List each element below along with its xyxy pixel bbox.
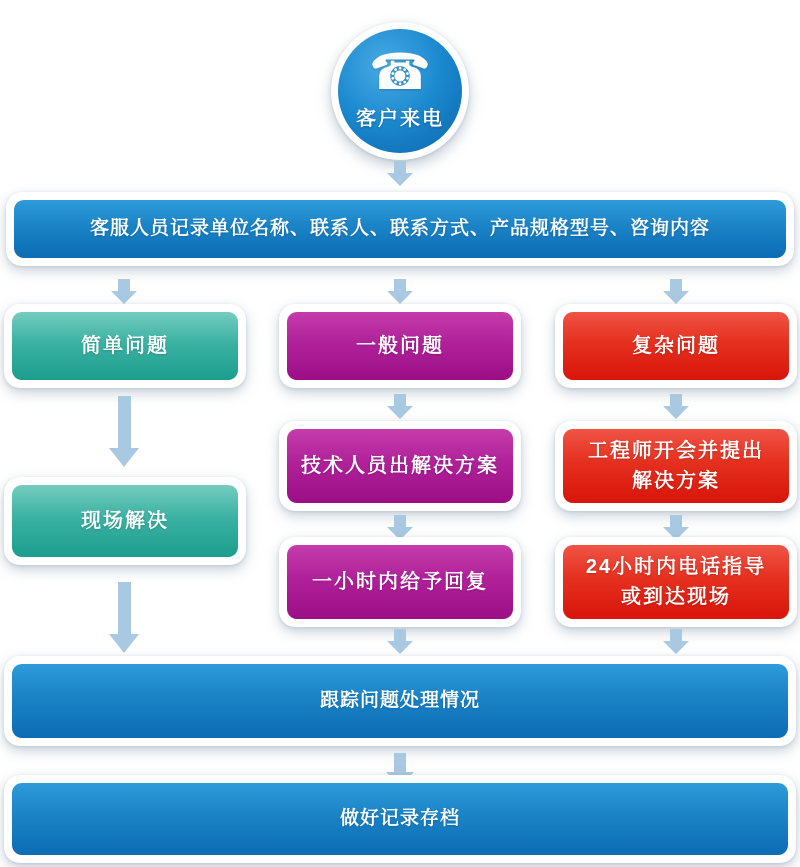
down-arrow bbox=[663, 279, 689, 304]
down-arrow bbox=[663, 394, 689, 419]
arrow-stem bbox=[118, 279, 130, 291]
archive-banner bbox=[4, 775, 796, 863]
arrow-head bbox=[111, 291, 137, 304]
arrow-stem bbox=[118, 582, 131, 634]
arrow-stem bbox=[394, 161, 406, 173]
general-problem-box bbox=[279, 304, 521, 388]
arrow-head bbox=[109, 634, 139, 653]
engineer-meeting-box bbox=[555, 421, 797, 511]
box-text-line: 现场解决 bbox=[81, 510, 169, 532]
box-text-line: 或到达现场 bbox=[621, 586, 731, 608]
phone-guidance-box bbox=[555, 537, 797, 627]
one-hour-reply-label bbox=[287, 545, 513, 619]
box-text-line: 简单问题 bbox=[81, 335, 169, 357]
arrow-stem bbox=[394, 515, 406, 527]
box-text-line: 复杂问题 bbox=[632, 335, 720, 357]
down-arrow bbox=[387, 279, 413, 304]
down-arrow bbox=[663, 629, 689, 654]
down-arrow bbox=[109, 396, 139, 467]
complex-problem-label bbox=[563, 312, 789, 380]
arrow-head bbox=[109, 448, 139, 467]
arrow-head bbox=[387, 173, 413, 186]
down-arrow bbox=[387, 161, 413, 186]
arrow-head bbox=[387, 641, 413, 654]
complex-problem-box bbox=[555, 304, 797, 388]
box-text-line: 24小时内电话指导 bbox=[585, 556, 767, 578]
track-banner-text: 跟踪问题处理情况 bbox=[12, 664, 788, 738]
arrow-stem bbox=[394, 394, 406, 406]
down-arrow bbox=[109, 582, 139, 653]
simple-problem-label bbox=[12, 312, 238, 380]
down-arrow bbox=[387, 629, 413, 654]
track-banner bbox=[4, 656, 796, 746]
general-problem-label bbox=[287, 312, 513, 380]
simple-problem-box bbox=[4, 304, 246, 388]
box-text-line: 一小时内给予回复 bbox=[312, 571, 488, 593]
onsite-solve-box bbox=[4, 477, 246, 565]
box-text-line: 工程师开会并提出 bbox=[588, 440, 764, 462]
customer-call-circle-face bbox=[338, 29, 462, 153]
box-text-line: 技术人员出解决方案 bbox=[301, 455, 499, 477]
arrow-head bbox=[663, 641, 689, 654]
arrow-stem bbox=[670, 394, 682, 406]
tech-solution-label bbox=[287, 429, 513, 503]
down-arrow bbox=[387, 394, 413, 419]
arrow-stem bbox=[394, 629, 406, 641]
archive-banner-text: 做好记录存档 bbox=[12, 783, 788, 855]
telephone-icon: ☎ bbox=[368, 44, 432, 100]
record-banner-text: 客服人员记录单位名称、联系人、联系方式、产品规格型号、咨询内容 bbox=[14, 200, 786, 258]
arrow-stem bbox=[670, 629, 682, 641]
arrow-head bbox=[387, 291, 413, 304]
arrow-stem bbox=[394, 279, 406, 291]
engineer-meeting-label bbox=[563, 429, 789, 503]
one-hour-reply-box bbox=[279, 537, 521, 627]
arrow-head bbox=[663, 291, 689, 304]
customer-call-circle bbox=[331, 22, 469, 160]
box-text-line: 一般问题 bbox=[356, 335, 444, 357]
arrow-stem bbox=[670, 279, 682, 291]
down-arrow bbox=[111, 279, 137, 304]
arrow-stem bbox=[670, 515, 682, 527]
arrow-stem bbox=[394, 753, 406, 772]
arrow-head bbox=[663, 406, 689, 419]
record-banner bbox=[6, 192, 794, 266]
customer-call-label: 客户来电 bbox=[356, 108, 444, 130]
arrow-head bbox=[387, 406, 413, 419]
arrow-stem bbox=[118, 396, 131, 448]
onsite-solve-label bbox=[12, 485, 238, 557]
tech-solution-box bbox=[279, 421, 521, 511]
box-text-line: 解决方案 bbox=[632, 470, 720, 492]
phone-guidance-label bbox=[563, 545, 789, 619]
